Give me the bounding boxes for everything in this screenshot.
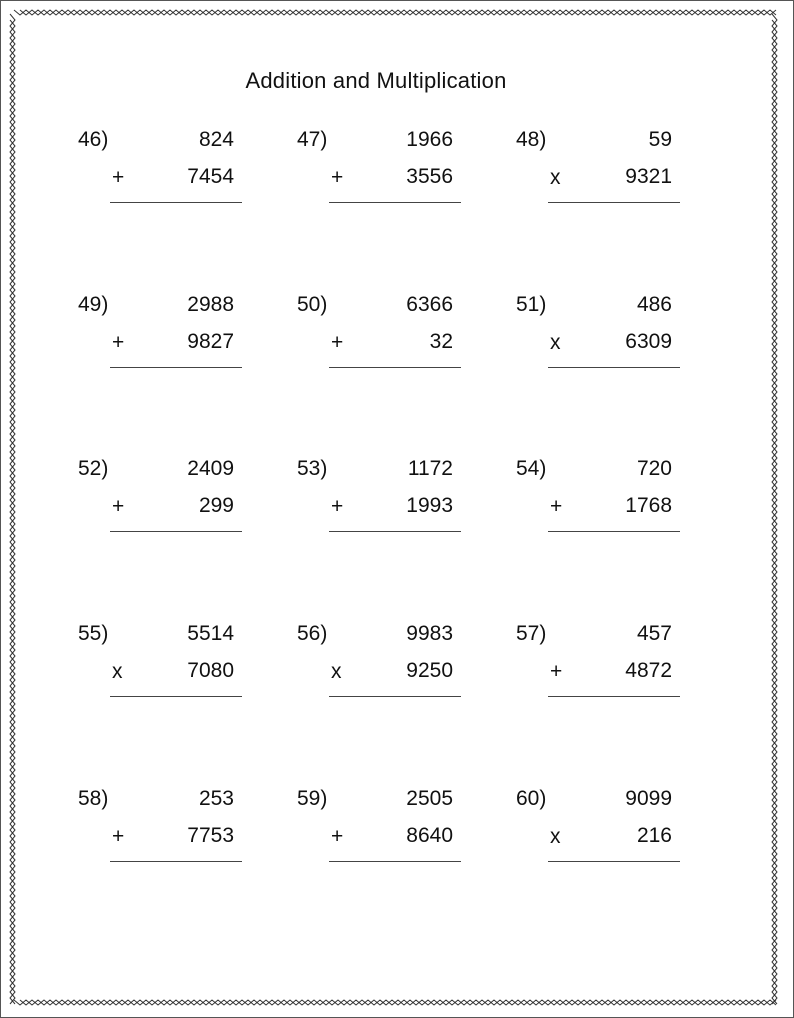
answer-line (110, 696, 242, 697)
operator-sign: + (550, 660, 563, 683)
answer-line (329, 696, 461, 697)
problem-49 (78, 293, 238, 383)
problem-number: 60) (516, 787, 547, 810)
operator-sign: + (550, 495, 563, 518)
bottom-operand: 9827 (187, 330, 234, 353)
problem-51 (516, 293, 676, 383)
operator-sign: + (331, 166, 344, 189)
bottom-operand: 4872 (625, 659, 672, 682)
answer-line (329, 861, 461, 862)
top-operand: 6366 (406, 293, 453, 316)
operator-sign: x (550, 825, 561, 848)
problem-number: 47) (297, 128, 328, 151)
operator-sign: x (550, 331, 561, 354)
problem-46 (78, 128, 238, 218)
worksheet-title: Addition and Multiplication (245, 68, 507, 93)
top-operand: 59 (648, 128, 672, 151)
answer-line (110, 861, 242, 862)
problem-50 (297, 293, 457, 383)
operator-sign: + (112, 331, 125, 354)
problem-53 (297, 457, 457, 547)
problem-59 (297, 787, 457, 877)
problem-58 (78, 787, 238, 877)
answer-line (329, 367, 461, 368)
problem-54 (516, 457, 676, 547)
problem-60 (516, 787, 676, 877)
bottom-operand: 6309 (625, 330, 672, 353)
problem-55 (78, 622, 238, 712)
bottom-operand: 1768 (625, 494, 672, 517)
answer-line (548, 531, 680, 532)
bottom-operand: 8640 (406, 824, 453, 847)
operator-sign: + (112, 495, 125, 518)
top-operand: 457 (636, 622, 672, 645)
bottom-operand: 7454 (187, 165, 234, 188)
problem-number: 57) (516, 622, 547, 645)
answer-line (548, 367, 680, 368)
problem-52 (78, 457, 238, 547)
bottom-operand: 7080 (187, 659, 234, 682)
top-operand: 9983 (406, 622, 453, 645)
top-operand: 2505 (406, 787, 453, 810)
operator-sign: x (112, 660, 123, 683)
problem-47 (297, 128, 457, 218)
problem-number: 55) (78, 622, 109, 645)
bottom-operand: 1993 (406, 494, 453, 517)
top-operand: 9099 (625, 787, 672, 810)
bottom-operand: 9250 (406, 659, 453, 682)
answer-line (329, 531, 461, 532)
problem-number: 56) (297, 622, 328, 645)
bottom-operand: 9321 (625, 165, 672, 188)
answer-line (548, 696, 680, 697)
problem-number: 49) (78, 293, 109, 316)
answer-line (110, 202, 242, 203)
operator-sign: + (112, 166, 125, 189)
operator-sign: + (331, 495, 344, 518)
problem-number: 54) (516, 457, 547, 480)
bottom-operand: 7753 (187, 824, 234, 847)
top-operand: 824 (198, 128, 234, 151)
problem-number: 53) (297, 457, 328, 480)
problem-number: 51) (516, 293, 547, 316)
answer-line (110, 531, 242, 532)
problem-number: 46) (78, 128, 109, 151)
bottom-operand: 216 (636, 824, 672, 847)
operator-sign: x (550, 166, 561, 189)
top-operand: 720 (636, 457, 672, 480)
top-operand: 2409 (187, 457, 234, 480)
operator-sign: + (112, 825, 125, 848)
problem-48 (516, 128, 676, 218)
answer-line (110, 367, 242, 368)
problem-56 (297, 622, 457, 712)
bottom-operand: 3556 (406, 165, 453, 188)
bottom-operand: 299 (198, 494, 234, 517)
problem-number: 52) (78, 457, 109, 480)
bottom-operand: 32 (429, 330, 453, 353)
answer-line (329, 202, 461, 203)
top-operand: 486 (636, 293, 672, 316)
problem-number: 50) (297, 293, 328, 316)
top-operand: 2988 (187, 293, 234, 316)
top-operand: 253 (198, 787, 234, 810)
problem-number: 59) (297, 787, 328, 810)
operator-sign: x (331, 660, 342, 683)
problem-57 (516, 622, 676, 712)
operator-sign: + (331, 825, 344, 848)
problem-number: 48) (516, 128, 547, 151)
problem-number: 58) (78, 787, 109, 810)
answer-line (548, 861, 680, 862)
top-operand: 5514 (187, 622, 234, 645)
answer-line (548, 202, 680, 203)
top-operand: 1966 (406, 128, 453, 151)
operator-sign: + (331, 331, 344, 354)
top-operand: 1172 (407, 457, 453, 480)
